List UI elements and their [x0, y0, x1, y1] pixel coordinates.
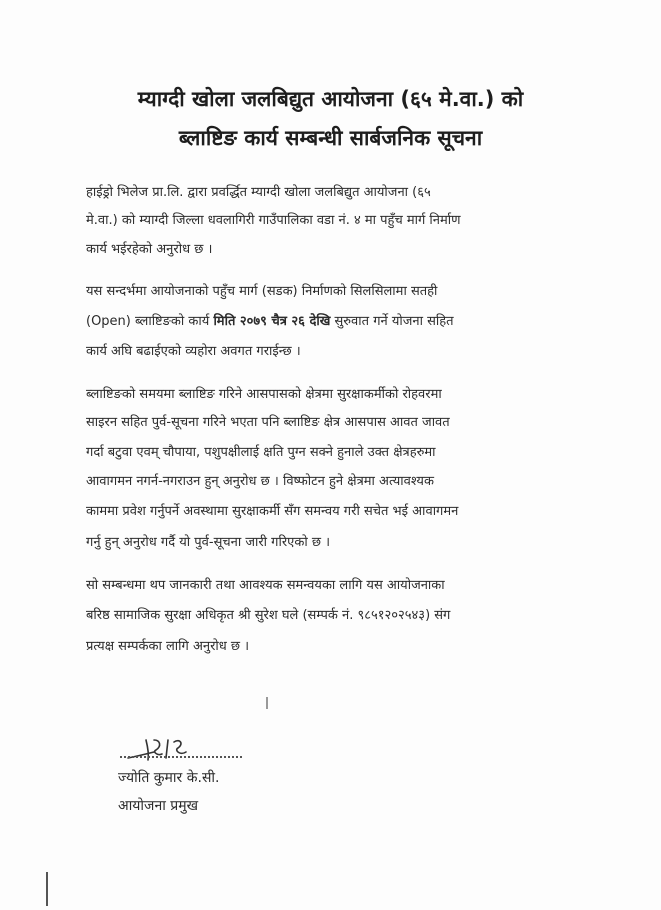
paragraph-4-line-3: प्रत्यक्ष सम्पर्कका लागि अनुरोध छ । [86, 639, 250, 654]
paragraph-3-line-3: गर्दा बटुवा एवम् चौपाया, पशुपक्षीलाई क्षति पुग्न सक्ने हुनाले उक्त क्षेत्रहरुमा [86, 445, 436, 460]
paragraph-1-line-1: हाईड्रो भिलेज प्रा.लि. द्वारा प्रवर्द्धित म्याग्दी खोला जलबिद्युत आयोजना (६५ [86, 185, 431, 200]
paragraph-4-line-1: सो सम्बन्धमा थप जानकारी तथा आवश्यक समन्वयका लागि यस आयोजनाका [86, 578, 445, 593]
notice-title-line2: ब्लाष्टिङ कार्य सम्बन्धी सार्बजनिक सूचना [178, 126, 483, 150]
notice-title-line1: म्याग्दी खोला जलबिद्युत आयोजना (६५ मे.वा.) को [137, 87, 524, 111]
paragraph-3-line-6: गर्नु हुन् अनुरोध गर्दै यो पुर्व-सूचना जारी गरिएको छ । [86, 535, 331, 550]
paragraph-1-line-3: कार्य भईरहेको अनुरोध छ । [86, 242, 213, 257]
paragraph-2-line-2 [86, 313, 646, 331]
paragraph-3-line-4: आवागमन नगर्न-नगराउन हुन् अनुरोध छ । विष्फोटन हुने क्षेत्रमा अत्यावश्यक [86, 474, 434, 489]
scan-speck [266, 697, 268, 709]
paragraph-2-line-2-end: सुरुवात गर्ने योजना सहित [330, 314, 454, 329]
paragraph-3-line-5: काममा प्रवेश गर्नुपर्ने अवस्थामा सुरक्षाकर्मी सँग समन्वय गरी सचेत भई आवागमन [86, 504, 459, 519]
paragraph-2-line-3: कार्य अघि बढाईएको व्यहोरा अवगत गराईन्छ । [86, 344, 301, 359]
blasting-start-date: मिति २०७९ चैत्र २६ देखि [213, 314, 331, 329]
signatory-designation: आयोजना प्रमुख [118, 798, 199, 814]
paragraph-1-line-2: मे.वा.) को म्याग्दी जिल्ला धवलागिरी गाउँपालिका वडा नं. ४ मा पहुँच मार्ग निर्माण [86, 213, 461, 228]
signature-dotted-line [120, 756, 242, 758]
signatory-name: ज्योति कुमार के.सी. [118, 770, 220, 786]
paragraph-3-line-2: साइरन सहित पुर्व-सूचना गरिने भएता पनि ब्लाष्टिङ क्षेत्र आसपास आवत जावत [86, 415, 450, 430]
signature-scribble [124, 732, 194, 764]
paragraph-2-line-2-start: (Open) ब्लाष्टिङको कार्य [86, 314, 214, 329]
paragraph-2-line-1: यस सन्दर्भमा आयोजनाको पहुँच मार्ग (सडक) निर्माणको सिलसिलामा सतही [86, 284, 438, 299]
paragraph-3-line-1: ब्लाष्टिङको समयमा ब्लाष्टिङ गरिने आसपासको क्षेत्रमा सुरक्षाकर्मीको रोहवरमा [86, 387, 442, 402]
scan-edge-mark [46, 872, 48, 906]
paragraph-4-line-2: बरिष्ठ सामाजिक सुरक्षा अधिकृत श्री सुरेश घले (सम्पर्क नं. ९८५१२०२५४३) संग [86, 608, 451, 623]
